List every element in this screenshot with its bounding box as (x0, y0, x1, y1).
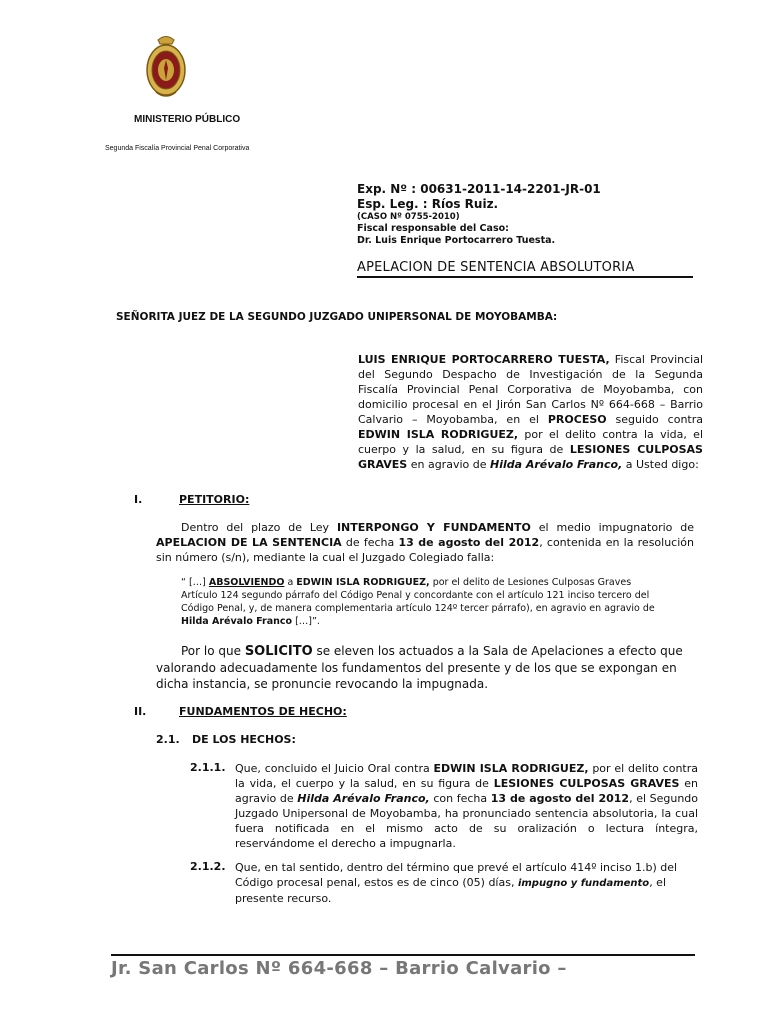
item-2-1-2-text: Que, en tal sentido, dentro del término que prevé el artículo 414º inciso 1.b) del Código procesal penal, estos es de cinco (05) días, impugno y fundamento, el presente recurso. (235, 861, 678, 905)
footer-address: Jr. San Carlos Nº 664-668 – Barrio Calvario – (111, 958, 567, 979)
case-info-block (357, 182, 601, 247)
fiscal-name: Dr. Luis Enrique Portocarrero Tuesta. (357, 235, 556, 246)
fiscal-label: Fiscal responsable del Caso: (357, 223, 509, 234)
subject-divider (357, 276, 693, 278)
organization-name: MINISTERIO PÚBLICO (134, 114, 241, 125)
footer-divider (111, 954, 695, 956)
especialista-legal: Esp. Leg. : Ríos Ruiz. (357, 197, 499, 211)
intro-paragraph: LUIS ENRIQUE PORTOCARRERO TUESTA, Fiscal Provincial del Segundo Despacho de Investigación de la Segunda Fiscalía Provincial Penal Corporativa de Moyobamba, con domicilio procesal en el Jirón San Carlos Nº 664-668 – Barrio Calvario – Moyobamba, en el PROCESO seguido contra EDWIN ISLA RODRIGUEZ, por el delito contra la vida, el cuerpo y la salud, en su figura de LESIONES CULPOSAS GRAVES en agravio de Hilda Arévalo Franco, a Usted digo: (358, 353, 704, 471)
section-1-heading: I. PETITORIO: (134, 493, 250, 506)
addressee: SEÑORITA JUEZ DE LA SEGUNDO JUZGADO UNIPERSONAL DE MOYOBAMBA: (116, 311, 558, 323)
item-2-1-1-number: 2.1.1. (190, 761, 226, 774)
crime-name: LESIONES CULPOSAS GRAVES (358, 443, 703, 471)
solicito-paragraph: Por lo que SOLICITO se eleven los actuados a la Sala de Apelaciones a efecto que valorando adecuadamente los fundamentos del presente y de los que se expongan en dicha instancia, se pronuncie revocando la impugnada. (156, 644, 683, 691)
prosecutor-name: LUIS ENRIQUE PORTOCARRERO TUESTA, (358, 353, 610, 366)
item-2-1-2-number: 2.1.2. (190, 860, 226, 873)
ministerio-publico-seal-icon (144, 34, 188, 100)
section-2-title: FUNDAMENTOS DE HECHO (179, 705, 343, 718)
accused-name: EDWIN ISLA RODRIGUEZ, (358, 428, 519, 441)
ruling-quote: “ […] ABSOLVIENDO a EDWIN ISLA RODRIGUEZ, por el delito de Lesiones Culposas Graves Artículo 124 segundo párrafo del Código Penal y concordante con el artículo 121 inciso tercero del Código Penal, y, de manera complementaria artículo 124º tercer párrafo), en agravio en agravio de Hilda Arévalo Franco […]”. (181, 577, 655, 627)
section-2-heading: II. FUNDAMENTOS DE HECHO: (134, 705, 347, 718)
document-subject: APELACION DE SENTENCIA ABSOLUTORIA (357, 260, 635, 275)
item-2-1-1-text: Que, concluido el Juicio Oral contra EDWIN ISLA RODRIGUEZ, por el delito contra la vida, el cuerpo y la salud, en su figura de LESIONES CULPOSAS GRAVES en agravio de Hilda Arévalo Franco, con fecha 13 de agosto del 2012, el Segundo Juzgado Unipersonal de Moyobamba, ha pronunciado sentencia absolutoria, la cual fuera notificada en el mismo acto de su oralización o lectura íntegra, reservándome el derecho a impugnarla. (235, 762, 699, 850)
section-2-number: II. (134, 705, 147, 718)
section-1-number: I. (134, 493, 143, 506)
office-name: Segunda Fiscalía Provincial Penal Corporativa (105, 145, 250, 152)
subsection-heading: 2.1. DE LOS HECHOS: (156, 733, 296, 746)
caso-number: (CASO Nº 0755-2010) (357, 212, 460, 222)
expediente-number: Exp. Nº : 00631-2011-14-2201-JR-01 (357, 182, 601, 196)
section-1-title: PETITORIO (179, 493, 245, 506)
victim-name: Hilda Arévalo Franco, (489, 458, 623, 471)
petitorio-paragraph: Dentro del plazo de Ley INTERPONGO Y FUNDAMENTO el medio impugnatorio de APELACION DE LA SENTENCIA de fecha 13 de agosto del 2012, contenida en la resolución sin número (s/n), mediante la cual el Juzgado Colegiado falla: (156, 521, 694, 564)
